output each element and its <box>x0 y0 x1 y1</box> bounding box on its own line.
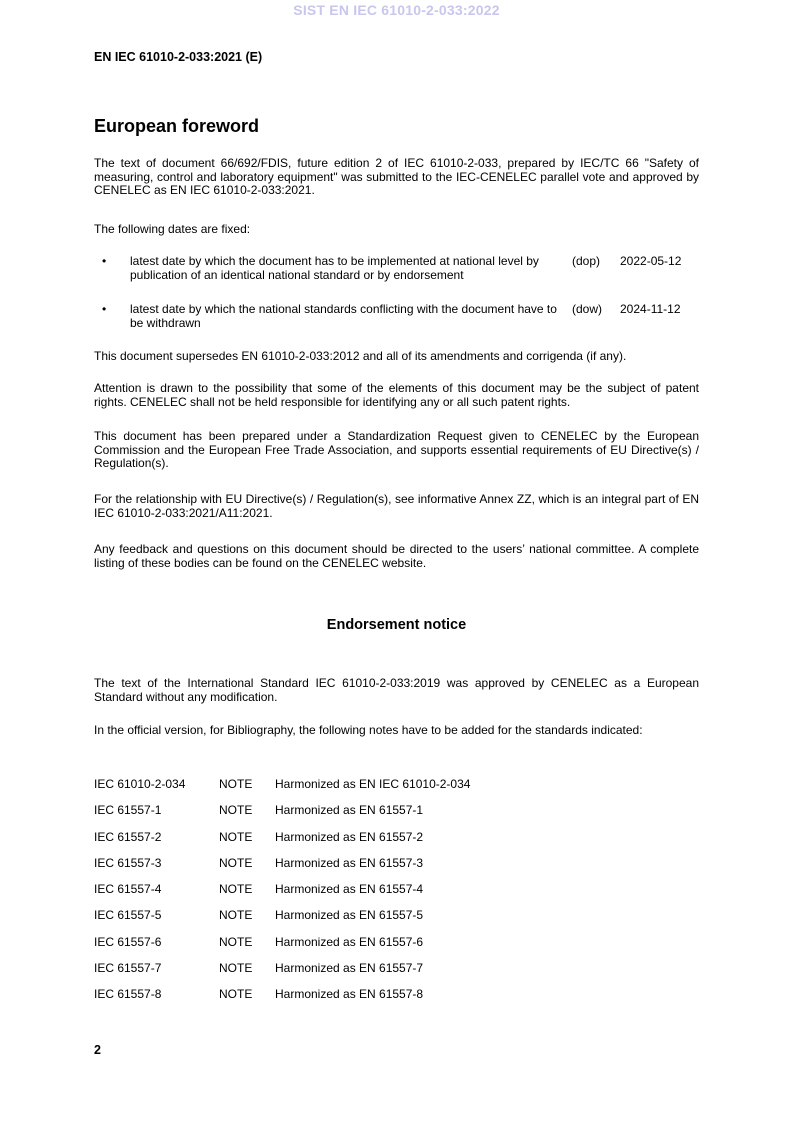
note-standard: IEC 61557-5 <box>94 908 162 922</box>
note-standard: IEC 61557-8 <box>94 987 162 1001</box>
note-text: Harmonized as EN 61557-8 <box>275 987 424 1001</box>
note-label: NOTE <box>219 882 253 896</box>
note-standard: IEC 61557-1 <box>94 803 162 817</box>
note-text: Harmonized as EN 61557-2 <box>275 830 424 844</box>
note-text: Harmonized as EN 61557-6 <box>275 935 424 949</box>
date-item-text: latest date by which the document has to be implemented at national level by publication of an identical national standard or by endorsement <box>130 254 539 282</box>
note-text: Harmonized as EN 61557-5 <box>275 908 424 922</box>
note-text: Harmonized as EN 61557-4 <box>275 882 424 896</box>
note-standard: IEC 61557-3 <box>94 856 162 870</box>
bullet-icon: • <box>102 302 107 316</box>
note-label: NOTE <box>219 908 253 922</box>
note-label: NOTE <box>219 830 253 844</box>
note-standard: IEC 61557-7 <box>94 961 162 975</box>
note-label: NOTE <box>219 935 253 949</box>
watermark: SIST EN IEC 61010-2-033:2022 <box>293 2 500 18</box>
note-text: Harmonized as EN IEC 61010-2-034 <box>275 777 471 791</box>
note-label: NOTE <box>219 777 253 791</box>
note-standard: IEC 61557-2 <box>94 830 162 844</box>
document-id-header: EN IEC 61010-2-033:2021 (E) <box>94 50 263 64</box>
note-text: Harmonized as EN 61557-7 <box>275 961 424 975</box>
note-standard: IEC 61557-4 <box>94 882 162 896</box>
page-number: 2 <box>94 1043 101 1057</box>
date-item-date: 2022-05-12 <box>620 254 682 268</box>
date-item-date: 2024-11-12 <box>620 302 681 316</box>
date-item-text: latest date by which the national standards conflicting with the document have to be withdrawn <box>130 302 557 330</box>
note-label: NOTE <box>219 803 253 817</box>
foreword-title: European foreword <box>94 116 260 136</box>
supersedes-paragraph: This document supersedes EN 61010-2-033:2012 and all of its amendments and corrigenda (if any). <box>94 349 627 363</box>
bullet-icon: • <box>102 254 107 268</box>
note-standard: IEC 61010-2-034 <box>94 777 186 791</box>
note-text: Harmonized as EN 61557-1 <box>275 803 424 817</box>
foreword-intro: The text of document 66/692/FDIS, future edition 2 of IEC 61010-2-033, prepared by IEC/TC 66 "Safety of measuring, control and laboratory equipment" was submitted to the IEC-CENELEC parallel vote and approved by CENELEC as EN IEC 61010-2-033:2021. <box>94 156 699 197</box>
endorsement-text: The text of the International Standard IEC 61010-2-033:2019 was approved by CENELEC as a European Standard without any modification. <box>94 676 699 704</box>
bibliography-paragraph: In the official version, for Bibliography, the following notes have to be added for the standards indicated: <box>94 723 643 737</box>
date-item-code: (dow) <box>572 302 603 316</box>
note-label: NOTE <box>219 961 253 975</box>
note-text: Harmonized as EN 61557-3 <box>275 856 424 870</box>
date-item-code: (dop) <box>572 254 601 268</box>
endorsement-title: Endorsement notice <box>326 617 467 633</box>
note-standard: IEC 61557-6 <box>94 935 162 949</box>
dates-intro: The following dates are fixed: <box>94 222 251 236</box>
standardization-paragraph: This document has been prepared under a Standardization Request given to CENELEC by the European Commission and the European Free Trade Association, and supports essential requirements of EU Directive(s) / Regulation(s). <box>94 429 699 470</box>
feedback-paragraph: Any feedback and questions on this document should be directed to the users’ national committee. A complete listing of these bodies can be found on the CENELEC website. <box>94 542 699 570</box>
note-label: NOTE <box>219 987 253 1001</box>
note-label: NOTE <box>219 856 253 870</box>
relationship-paragraph: For the relationship with EU Directive(s) / Regulation(s), see informative Annex ZZ, which is an integral part of EN IEC 61010-2-033:2021/A11:2021. <box>94 492 699 520</box>
patent-paragraph: Attention is drawn to the possibility that some of the elements of this document may be the subject of patent rights. CENELEC shall not be held responsible for identifying any or all such patent rights. <box>94 381 699 409</box>
